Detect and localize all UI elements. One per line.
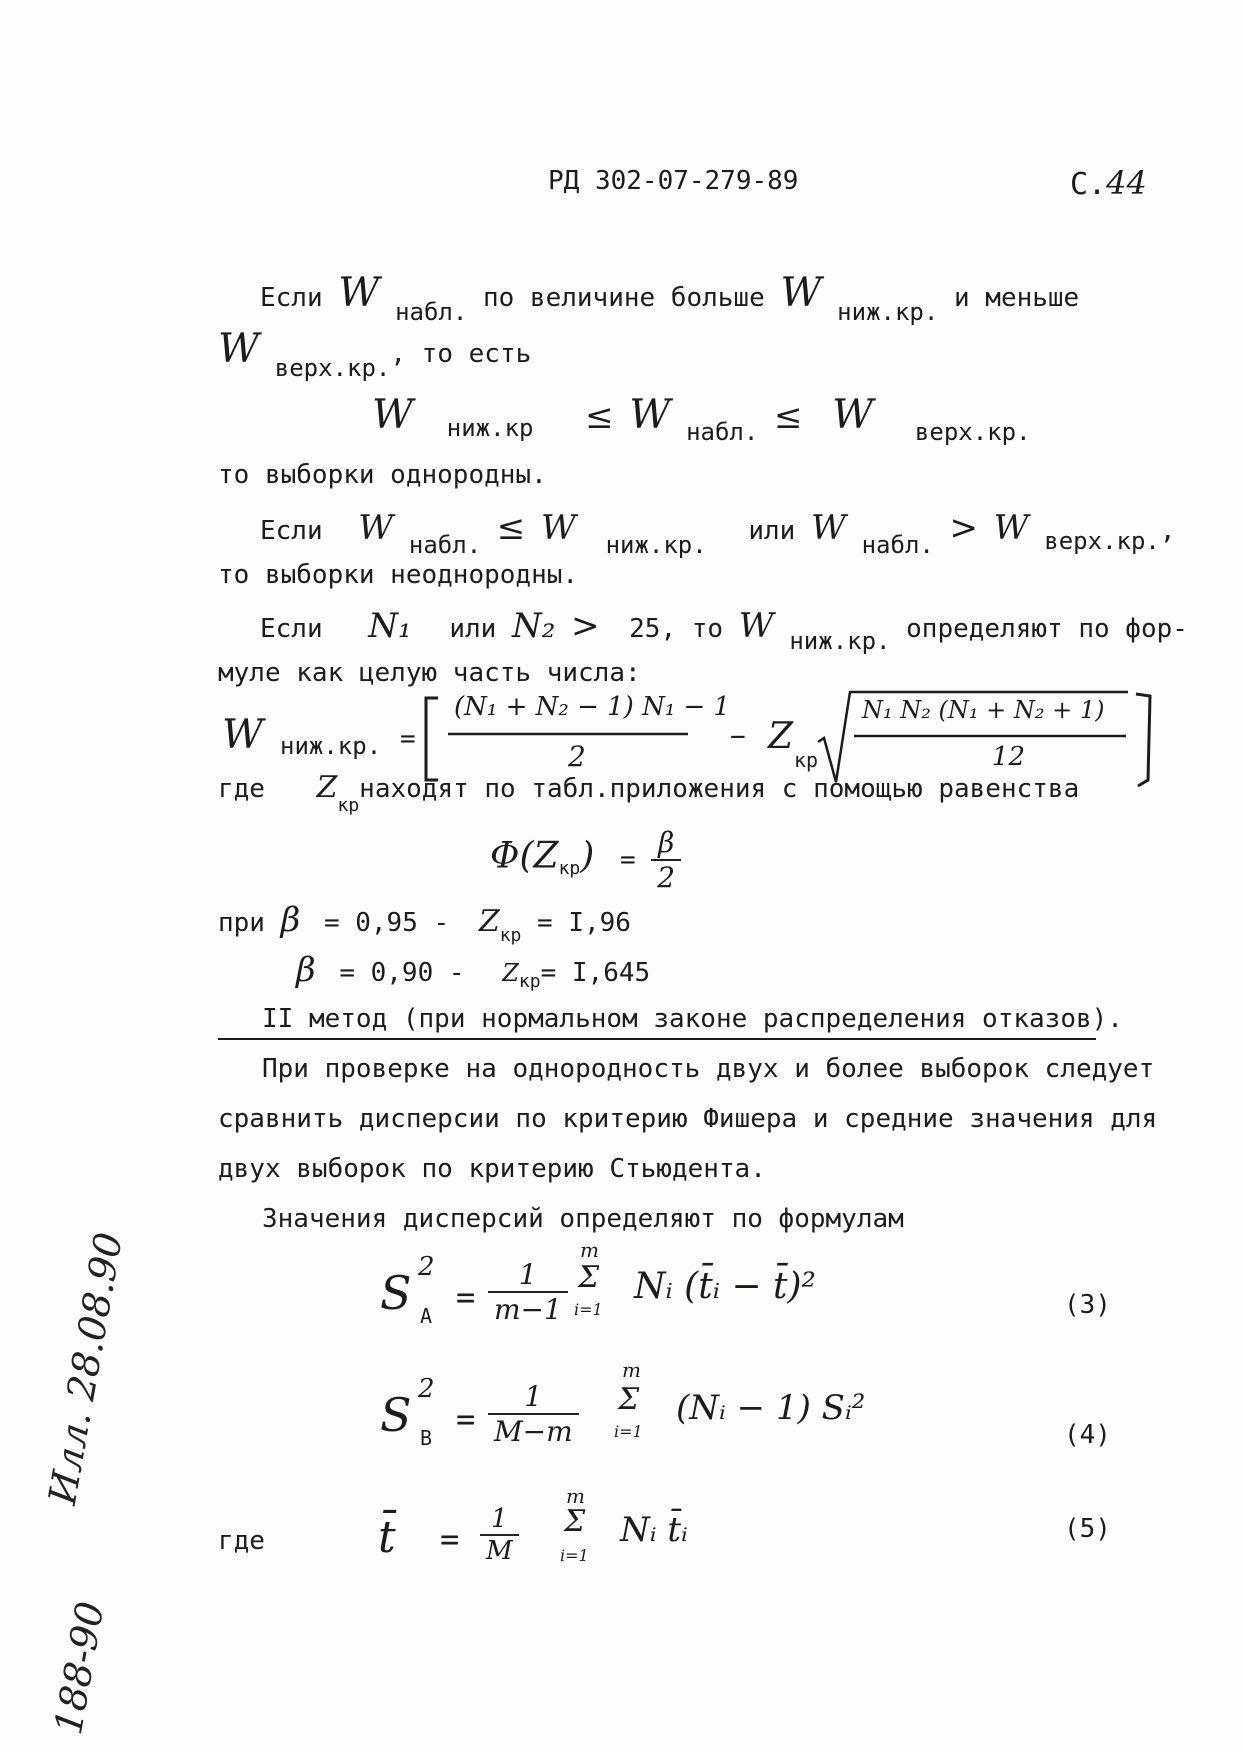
- beta-fraction: [651, 826, 681, 894]
- sum-sign: Σ: [618, 1382, 640, 1417]
- subscript-nizh: ниж.кр.: [605, 531, 707, 559]
- equation-3: [380, 1238, 1111, 1354]
- beta-symbol: β: [296, 950, 316, 990]
- subscript-verh: верх.кр.: [274, 354, 391, 382]
- z-symbol: Z: [478, 904, 500, 939]
- z-value2: = I,645: [540, 958, 651, 988]
- w-symbol: W: [222, 712, 264, 758]
- fraction-numerator: 1: [480, 1504, 519, 1536]
- w-symbol: W: [993, 508, 1029, 548]
- or-word: или: [748, 516, 796, 546]
- margin-note-number: 188-90: [46, 1598, 113, 1738]
- w-symbol: W: [738, 606, 774, 646]
- comma: ,: [1159, 516, 1176, 546]
- if-word: Если: [260, 283, 323, 313]
- z-subscript: кр: [337, 795, 360, 816]
- fraction: [480, 1504, 519, 1566]
- nonhomogeneous-line: то выборки неоднородны.: [218, 560, 579, 590]
- beta-symbol: β: [280, 900, 301, 940]
- para1-line1: [260, 270, 1080, 326]
- t-bar-symbol: t̄: [378, 1512, 396, 1563]
- para1-line2: [218, 326, 532, 382]
- gt-sign: >: [949, 508, 979, 548]
- z-symbol: Z: [768, 716, 794, 757]
- equals-sign: =: [456, 1400, 476, 1438]
- fraction2-numerator: N₁ N₂ (N₁ + N₂ + 1): [862, 696, 1105, 724]
- sum-sign: Σ: [578, 1260, 600, 1295]
- inequality-homogeneous: [372, 392, 1031, 446]
- page-number: 44: [1106, 164, 1147, 202]
- subscript-nabl: набл.: [686, 418, 759, 446]
- equation-5: [218, 1484, 1111, 1614]
- subscript-verh: верх.кр.: [1044, 527, 1160, 555]
- phi-close: ): [580, 835, 595, 877]
- fraction-denominator: m−1: [494, 1293, 562, 1326]
- sum-sign: Σ: [564, 1504, 586, 1539]
- para5-line: Значения дисперсий определяют по формулам: [262, 1204, 904, 1234]
- where-word: где: [218, 774, 265, 804]
- equals-sign: =: [440, 1520, 460, 1558]
- homogeneous-line: то выборки однородны.: [218, 460, 547, 490]
- equation-label: (3): [1064, 1290, 1111, 1320]
- subscript-nabl: набл.: [861, 531, 934, 559]
- where-z-line: [218, 770, 1080, 816]
- s-symbol: S: [380, 1388, 412, 1442]
- fraction-numerator: 1: [488, 1380, 579, 1415]
- w-symbol: W: [372, 392, 414, 438]
- beta-line2: [296, 950, 650, 990]
- page-number-block: [1070, 164, 1147, 202]
- text-less: и меньше: [953, 283, 1080, 313]
- fraction1-numerator: (N₁ + N₂ − 1) N₁ − 1: [454, 692, 731, 722]
- n2-symbol: N₂: [511, 606, 556, 646]
- para4-line3: двух выборок по критерию Стьюдента.: [218, 1154, 766, 1184]
- equation-4: [380, 1358, 1111, 1476]
- equals-sign: =: [619, 844, 636, 875]
- subscript-nabl: набл.: [408, 531, 482, 559]
- sum-lower-limit: i=1: [614, 1422, 643, 1441]
- pri-word: при: [218, 908, 265, 938]
- beta-denominator: 2: [657, 861, 676, 894]
- fraction: [488, 1380, 579, 1448]
- para3-line1: [260, 606, 1188, 655]
- le-sign: ≤: [496, 508, 526, 548]
- le-sign: ≤: [773, 397, 803, 437]
- minus-sign: −: [730, 722, 746, 752]
- fraction: [488, 1258, 568, 1326]
- phi-equation: [490, 826, 681, 894]
- gt-sign: >: [571, 606, 600, 646]
- where-word: где: [218, 1526, 265, 1556]
- equals-sign: =: [456, 1278, 476, 1316]
- subscript-verh: верх.кр.: [914, 418, 1031, 446]
- page-label: С.: [1070, 167, 1107, 202]
- document-code: РД 302-07-279-89: [548, 166, 799, 196]
- para4-line1: При проверке на однородность двух и более выборок следует: [262, 1054, 1155, 1084]
- para4-line2: сравнить дисперсии по критерию Фишера и средние значения для: [218, 1104, 1158, 1134]
- z-value1: = I,96: [537, 908, 631, 938]
- para2-line: [260, 508, 1176, 559]
- s-subscript: B: [420, 1426, 433, 1450]
- subscript-nizh: ниж.кр.: [789, 627, 891, 655]
- le-sign: ≤: [585, 397, 614, 437]
- beta-value1: = 0,95 -: [323, 908, 450, 938]
- fraction1-denominator: 2: [568, 740, 586, 773]
- w-symbol: W: [832, 392, 874, 438]
- para3-line2: муле как целую часть числа:: [218, 658, 641, 688]
- margin-note-signature: Илл. 28.08.90: [40, 1229, 132, 1508]
- w-symbol: W: [540, 508, 576, 548]
- n1-symbol: N₁: [368, 606, 412, 646]
- if-word: Если: [260, 614, 323, 644]
- subscript-nabl: набл.: [395, 298, 468, 326]
- method-title-underline: [218, 1038, 1096, 1040]
- sum-upper-limit: m: [566, 1484, 585, 1508]
- beta-value2: = 0,90 -: [339, 958, 465, 988]
- sum-body: (Nᵢ − 1) Sᵢ²: [676, 1388, 866, 1428]
- phi-subscript: кр: [558, 857, 581, 879]
- sum-body: Nᵢ t̄ᵢ: [620, 1510, 688, 1550]
- beta-numerator: β: [651, 826, 681, 861]
- equation-label: (4): [1064, 1420, 1111, 1450]
- s-subscript: A: [420, 1304, 433, 1328]
- subscript-nizh: ниж.кр: [446, 414, 534, 442]
- phi-lhs: Φ(Z: [490, 835, 559, 877]
- subscript-nizh: ниж.кр.: [280, 732, 382, 760]
- fraction-numerator: 1: [488, 1258, 568, 1293]
- z-symbol: Z: [316, 770, 338, 805]
- z-subscript: кр: [518, 971, 541, 992]
- sum-body: Nᵢ (t̄ᵢ − t̄)²: [634, 1266, 816, 1307]
- fraction2-denominator: 12: [992, 742, 1026, 772]
- fraction-denominator: M: [486, 1536, 513, 1566]
- text-that-is: , то есть: [390, 339, 532, 369]
- sum-lower-limit: i=1: [560, 1546, 589, 1565]
- z-subscript: кр: [499, 925, 522, 946]
- text-determine: определяют по фор-: [906, 614, 1188, 644]
- z-subscript: кр: [794, 748, 819, 772]
- value-25: 25, то: [629, 614, 724, 644]
- equals-sign: =: [400, 724, 416, 754]
- equation-label: (5): [1064, 1514, 1111, 1544]
- w-symbol: W: [811, 508, 846, 548]
- w-symbol: W: [629, 392, 671, 438]
- w-symbol: W: [338, 270, 380, 316]
- sum-upper-limit: m: [580, 1238, 599, 1262]
- if-word: Если: [260, 516, 323, 546]
- w-symbol: W: [780, 270, 822, 316]
- w-symbol: W: [218, 326, 260, 372]
- where-text: находят по табл.приложения с помощью равенства: [359, 774, 1080, 804]
- w-symbol: W: [358, 508, 394, 548]
- subscript-nizh: ниж.кр.: [837, 298, 939, 326]
- or-word: или: [449, 614, 497, 644]
- s-superscript: 2: [418, 1252, 435, 1282]
- sum-upper-limit: m: [622, 1358, 641, 1382]
- s-superscript: 2: [418, 1374, 435, 1404]
- beta-line1: [218, 900, 631, 946]
- method-title: II метод (при нормальном законе распределения отказов).: [262, 1004, 1123, 1034]
- text-more: по величине больше: [482, 283, 765, 313]
- z-symbol: Z: [502, 959, 519, 987]
- s-symbol: S: [380, 1266, 412, 1320]
- sum-lower-limit: i=1: [574, 1300, 603, 1319]
- fraction-denominator: M−m: [494, 1415, 573, 1448]
